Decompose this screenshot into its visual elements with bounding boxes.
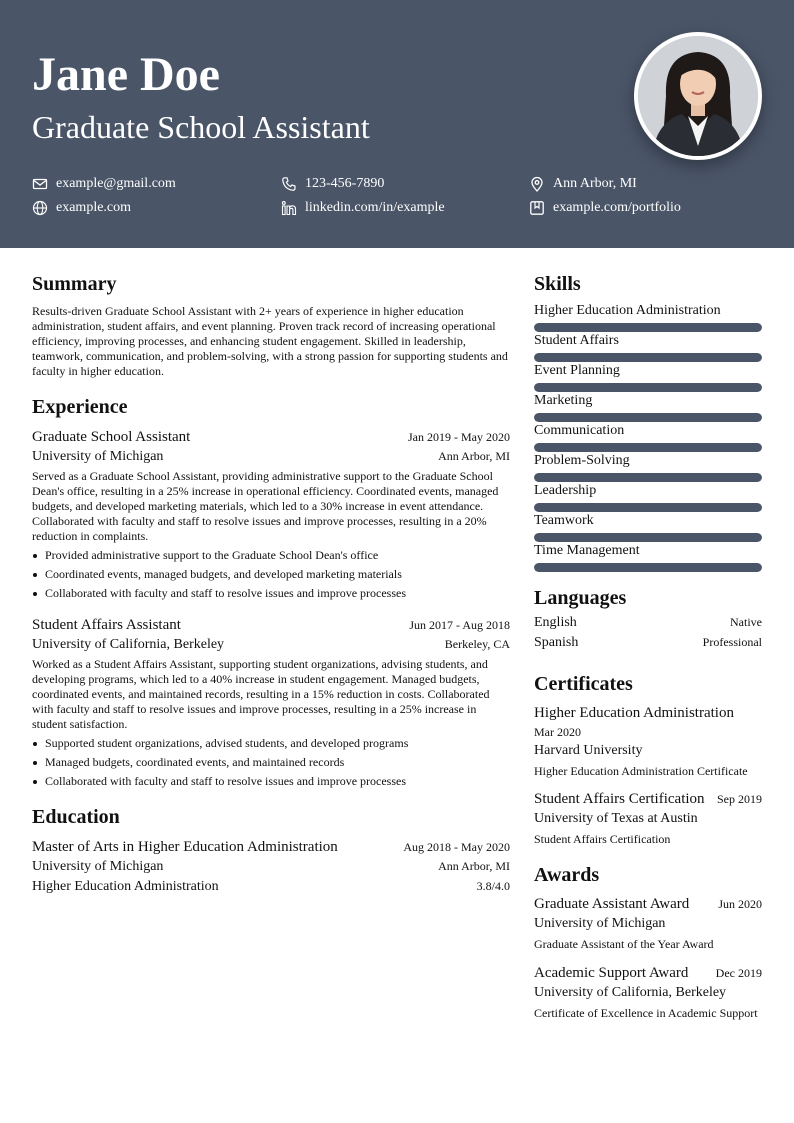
languages-section [534, 586, 762, 655]
skill-bar-fill [534, 563, 762, 572]
job-location: Berkeley, CA [444, 637, 510, 651]
education-gpa: 3.8/4.0 [476, 879, 510, 893]
experience-heading: Experience [32, 396, 128, 418]
language-item [534, 635, 762, 655]
award-name: Graduate Assistant Award [534, 896, 690, 912]
skill-bar-track [534, 503, 762, 512]
summary-section [32, 272, 510, 379]
contact-portfolio[interactable] [529, 199, 681, 217]
job-bullet: Provided administrative support to the Graduate School Dean's office [32, 548, 510, 563]
skill-bar-track [534, 383, 762, 392]
certificate-name: Higher Education Administration [534, 705, 734, 721]
skill-bar-fill [534, 443, 762, 452]
certificate-detail: Student Affairs Certification [534, 832, 671, 846]
certificate-issuer: Harvard University [534, 743, 643, 758]
skill-bar-fill [534, 503, 762, 512]
job-bullet: Managed budgets, coordinated events, and maintained records [32, 755, 510, 770]
job-role: Graduate School Assistant [32, 429, 191, 445]
job-description: Worked as a Student Affairs Assistant, supporting student organizations, advising students, and developing programs, which led to a 40% increase in student engagement. Managed budgets, coordinated events, and maintained records, resulting in a 15% reduction in costs. Collaborated with faculty and staff to resolve issues and improve processes, resulting in a 25% increase in student satisfaction. [32, 657, 490, 731]
skill-item [534, 392, 762, 422]
skill-label: Problem-Solving [534, 453, 630, 468]
skill-bar-track [534, 473, 762, 482]
contact-linkedin[interactable] [281, 199, 445, 217]
job-dates: Jan 2019 - May 2020 [408, 430, 510, 444]
skill-bar-fill [534, 413, 762, 422]
experience-section [32, 395, 510, 789]
skill-label: Leadership [534, 483, 597, 498]
job-dates: Jun 2017 - Aug 2018 [409, 618, 510, 632]
certificates-heading: Certificates [534, 673, 633, 695]
awards-section [534, 863, 762, 1023]
skills-section [534, 272, 762, 572]
certificates-section [534, 672, 762, 849]
skill-item [534, 542, 762, 572]
certificate-item [534, 703, 762, 781]
language-item [534, 615, 762, 635]
experience-item [32, 427, 510, 601]
resume-header [0, 0, 794, 248]
skill-bar-fill [534, 383, 762, 392]
skill-item [534, 422, 762, 452]
award-detail: Graduate Assistant of the Year Award [534, 937, 714, 951]
skill-item [534, 332, 762, 362]
job-bullets [32, 548, 510, 601]
skill-bar-track [534, 413, 762, 422]
contact-portfolio-text: example.com/portfolio [553, 200, 681, 215]
certificate-name: Student Affairs Certification [534, 791, 705, 807]
candidate-title: Graduate School Assistant [32, 109, 370, 145]
education-field: Higher Education Administration [32, 879, 219, 894]
education-section [32, 805, 510, 897]
skill-bar-track [534, 353, 762, 362]
contact-email-text: example@gmail.com [56, 176, 176, 191]
certificate-detail: Higher Education Administration Certificate [534, 764, 748, 778]
skill-bar-track [534, 323, 762, 332]
award-date: Dec 2019 [715, 966, 762, 980]
skill-label: Student Affairs [534, 333, 619, 348]
language-level: Professional [702, 635, 762, 649]
skill-label: Higher Education Administration [534, 303, 721, 318]
skill-bar-track [534, 533, 762, 542]
phone-icon [281, 176, 297, 192]
skill-item [534, 452, 762, 482]
globe-icon [32, 200, 48, 216]
skill-bar-fill [534, 353, 762, 362]
side-column [534, 272, 762, 1023]
contact-website[interactable] [32, 199, 131, 217]
skill-bar-track [534, 563, 762, 572]
job-description: Served as a Graduate School Assistant, providing administrative support to the Graduate School Dean's office, resulting in a 25% increase in operational efficiency. Coordinated events, managed budgets, and developed marketing materials, which led to a 30% increase in event attendance. Collaborated with faculty and staff to resolve issues and improve processes, resulting in a 20% reduction in complaints. [32, 469, 499, 543]
education-location: Ann Arbor, MI [438, 859, 510, 873]
education-dates: Aug 2018 - May 2020 [403, 840, 510, 854]
education-heading: Education [32, 806, 120, 828]
contact-linkedin-text: linkedin.com/in/example [305, 200, 445, 215]
candidate-name: Jane Doe [32, 48, 220, 101]
bookmark-icon [529, 200, 545, 216]
contact-location [529, 175, 637, 193]
certificate-date: Sep 2019 [717, 792, 762, 806]
summary-text: Results-driven Graduate School Assistant with 2+ years of experience in higher education administration, student affairs, and event planning. Proven track record of increasing operational efficiency, improving processes, and enhancing student engagement. Skilled in leadership, teamwork, communication, and problem-solving, with a strong passion for supporting students and faculty in higher education. [32, 304, 508, 378]
job-bullet: Collaborated with faculty and staff to resolve issues and improve processes [32, 586, 510, 601]
experience-item [32, 615, 510, 789]
contact-phone-text: 123-456-7890 [305, 176, 385, 191]
job-role: Student Affairs Assistant [32, 617, 181, 633]
skill-bar-fill [534, 323, 762, 332]
award-date: Jun 2020 [718, 897, 762, 911]
contact-website-text: example.com [56, 200, 132, 215]
skill-label: Time Management [534, 543, 640, 558]
skill-item [534, 512, 762, 542]
education-school: University of Michigan [32, 859, 164, 874]
job-bullet: Collaborated with faculty and staff to resolve issues and improve processes [32, 774, 510, 789]
contact-email[interactable] [32, 175, 176, 193]
contact-location-text: Ann Arbor, MI [553, 176, 637, 191]
skills-heading: Skills [534, 273, 581, 295]
award-issuer: University of California, Berkeley [534, 985, 727, 1000]
award-name: Academic Support Award [534, 965, 689, 981]
language-level: Native [730, 615, 762, 629]
languages-heading: Languages [534, 587, 627, 609]
certificate-date: Mar 2020 [534, 725, 581, 739]
skill-item [534, 362, 762, 392]
award-detail: Certificate of Excellence in Academic Support [534, 1006, 758, 1020]
skill-bar-track [534, 443, 762, 452]
language-name: English [534, 615, 577, 630]
skill-item [534, 482, 762, 512]
envelope-icon [32, 176, 48, 192]
job-bullet: Coordinated events, managed budgets, and developed marketing materials [32, 567, 510, 582]
certificate-item [534, 789, 762, 849]
award-item [534, 894, 762, 954]
skill-label: Teamwork [534, 513, 594, 528]
main-column [32, 272, 510, 897]
linkedin-icon [281, 200, 297, 216]
skill-bar-fill [534, 473, 762, 482]
language-name: Spanish [534, 635, 579, 650]
skill-item [534, 302, 762, 332]
map-pin-icon [529, 176, 545, 192]
skill-label: Marketing [534, 393, 593, 408]
job-organization: University of California, Berkeley [32, 637, 225, 652]
award-item [534, 963, 762, 1023]
contact-phone[interactable] [281, 175, 384, 193]
skill-bar-fill [534, 533, 762, 542]
skills-list [534, 302, 762, 572]
skill-label: Event Planning [534, 363, 620, 378]
skill-label: Communication [534, 423, 625, 438]
awards-heading: Awards [534, 864, 600, 886]
job-location: Ann Arbor, MI [438, 449, 510, 463]
job-bullet: Supported student organizations, advised students, and developed programs [32, 736, 510, 751]
summary-heading: Summary [32, 273, 117, 295]
award-issuer: University of Michigan [534, 916, 666, 931]
profile-photo [634, 32, 762, 160]
certificate-issuer: University of Texas at Austin [534, 811, 698, 826]
job-bullets [32, 736, 510, 789]
job-organization: University of Michigan [32, 449, 164, 464]
education-degree: Master of Arts in Higher Education Administration [32, 839, 338, 855]
